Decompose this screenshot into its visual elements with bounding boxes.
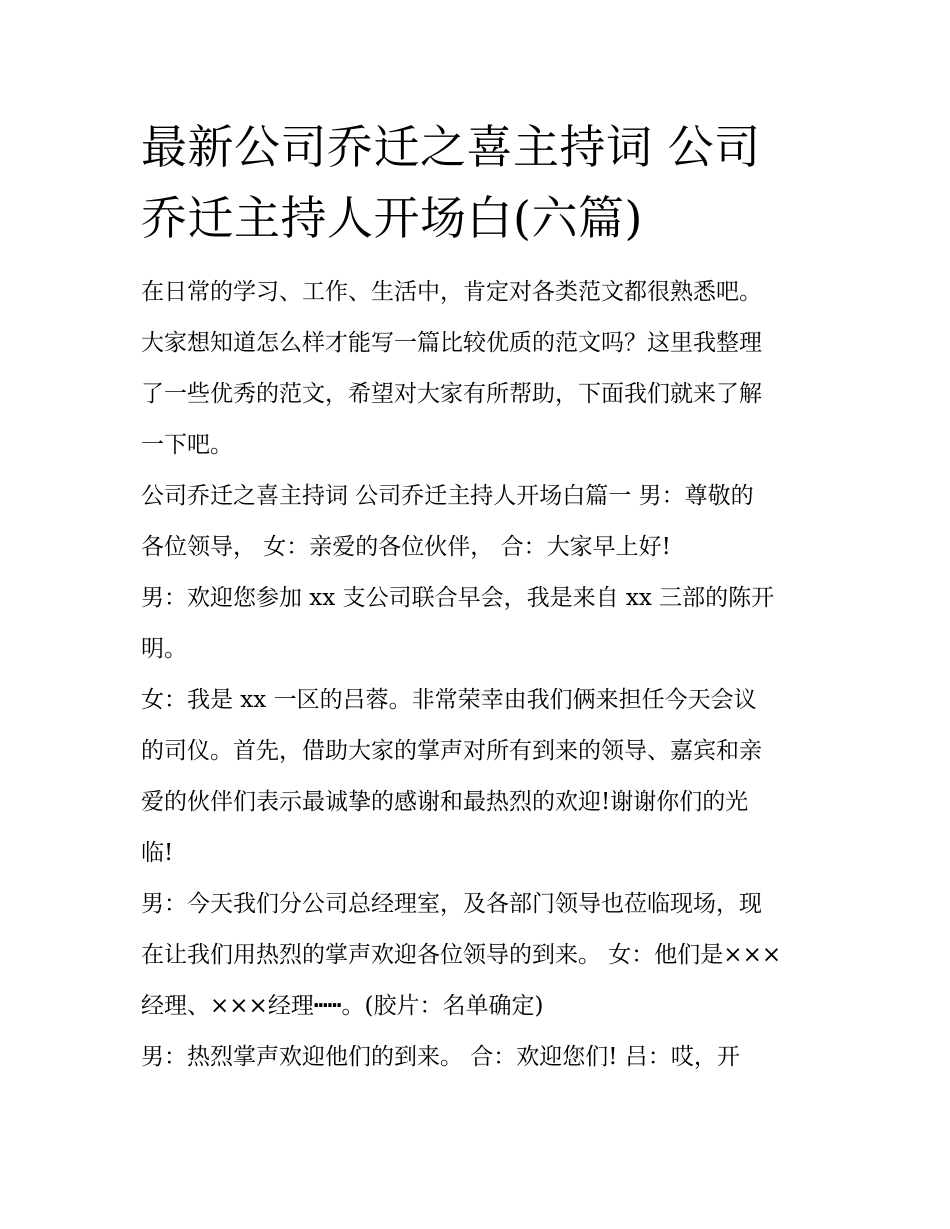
title-line-1: 最新公司乔迁之喜主持词 公司 [141, 120, 761, 174]
body-line-14: 在让我们用热烈的掌声欢迎各位领导的到来。 女：他们是××× [141, 942, 782, 968]
body-line-2: 大家想知道怎么样才能写一篇比较优质的范文吗？这里我整理 [141, 330, 762, 356]
body-line-8: 明。 [141, 636, 187, 662]
body-line-1: 在日常的学习、工作、生活中，肯定对各类范文都很熟悉吧。 [141, 279, 762, 305]
body-line-10: 的司仪。首先，借助大家的掌声对所有到来的领导、嘉宾和亲 [141, 738, 762, 764]
body-line-12: 临! [141, 840, 174, 866]
body-line-9: 女：我是 xx 一区的吕蓉。非常荣幸由我们俩来担任今天会议 [141, 687, 757, 713]
body-line-6: 各位领导， 女：亲爱的各位伙伴， 合：大家早上好! [141, 534, 671, 560]
body-line-5: 公司乔迁之喜主持词 公司乔迁主持人开场白篇一 男：尊敬的 [141, 483, 754, 509]
body-line-15: 经理、×××经理┅┅。(胶片：名单确定) [141, 993, 544, 1019]
body-line-16: 男：热烈掌声欢迎他们的到来。 合：欢迎您们! 吕：哎，开 [141, 1044, 740, 1070]
body-line-3: 了一些优秀的范文，希望对大家有所帮助，下面我们就来了解 [141, 381, 762, 407]
title-line-2: 乔迁主持人开场白(六篇) [141, 191, 643, 245]
body-line-13: 男：今天我们分公司总经理室，及各部门领导也莅临现场，现 [141, 891, 762, 917]
body-line-11: 爱的伙伴们表示最诚挚的感谢和最热烈的欢迎!谢谢你们的光 [141, 789, 749, 815]
document-title [141, 112, 817, 254]
body-line-4: 一下吧。 [141, 432, 233, 458]
body-line-7: 男：欢迎您参加 xx 支公司联合早会，我是来自 xx 三部的陈开 [141, 585, 775, 611]
document-content [141, 112, 817, 1083]
document-body [141, 267, 817, 1083]
